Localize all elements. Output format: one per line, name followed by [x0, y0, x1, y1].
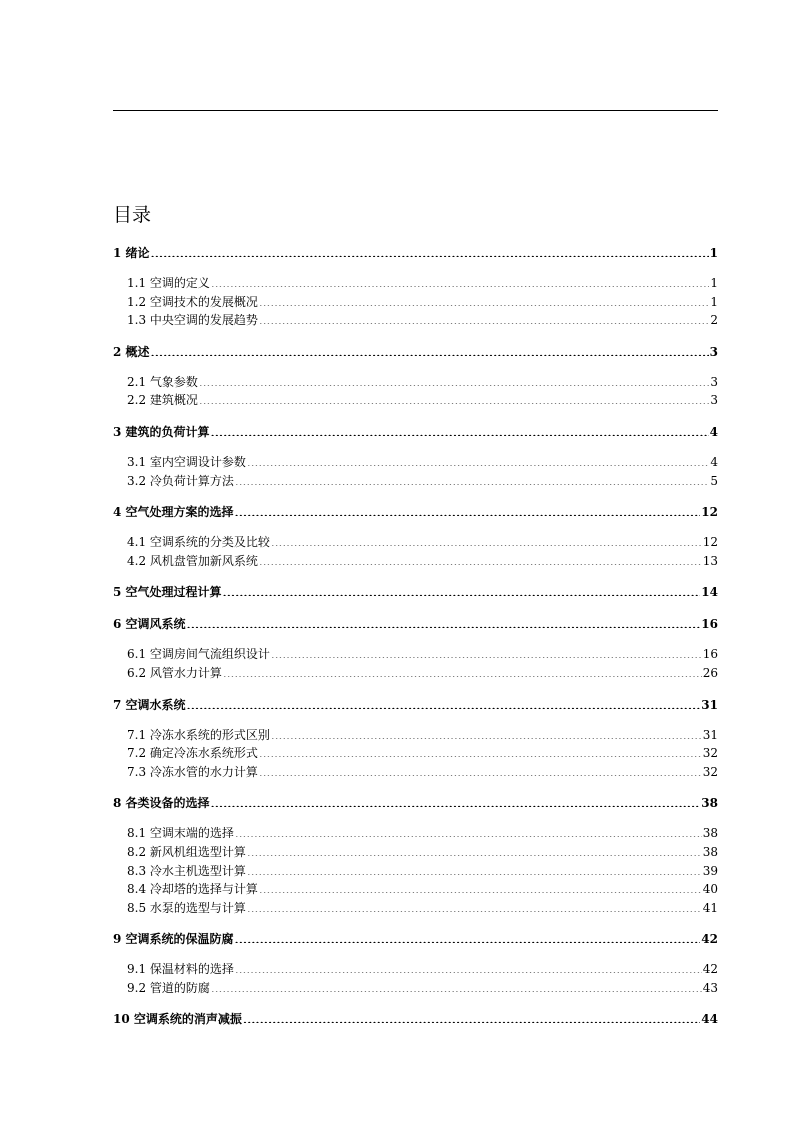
toc-section-entry[interactable]	[113, 979, 718, 998]
toc-dot-leader	[271, 727, 702, 739]
toc-dot-leader	[259, 294, 709, 306]
toc-page-number: 38	[702, 844, 718, 859]
toc-chapter-entry[interactable]	[113, 696, 718, 715]
toc-entry-label: 1 绪论	[113, 246, 150, 260]
toc-page-number: 31	[701, 697, 718, 712]
toc-entry-label: 2.1 气象参数	[127, 374, 198, 389]
toc-page-number: 12	[702, 535, 718, 550]
toc-chapter-entry[interactable]	[113, 244, 718, 263]
toc-dot-leader	[259, 764, 702, 776]
toc-entry-label: 3.2 冷负荷计算方法	[127, 473, 234, 488]
toc-page-number: 38	[702, 826, 718, 841]
toc-entry-label: 7.3 冷冻水管的水力计算	[127, 764, 258, 779]
toc-section-entry[interactable]	[113, 552, 718, 571]
toc-dot-leader	[187, 616, 701, 628]
toc-page-number: 31	[702, 727, 718, 742]
toc-page-number: 12	[701, 505, 718, 520]
toc-entry-label: 3 建筑的负荷计算	[113, 424, 210, 439]
toc-title: 目录	[113, 204, 152, 226]
toc-dot-leader	[223, 584, 701, 596]
toc-entry-label: 7.2 确定冷冻水系统形式	[127, 746, 258, 761]
toc-dot-leader	[187, 697, 701, 709]
toc-entry-label: 4 空气处理方案的选择	[113, 505, 234, 520]
toc-chapter-entry[interactable]	[113, 343, 718, 362]
toc-dot-leader	[235, 473, 709, 485]
toc-page-number: 4	[710, 454, 718, 469]
toc-section-entry[interactable]	[113, 880, 718, 899]
toc-dot-leader	[235, 961, 702, 973]
toc-page-number: 13	[702, 553, 718, 568]
toc-entry-label: 2.2 建筑概况	[127, 393, 198, 408]
toc-chapter-entry[interactable]	[113, 583, 718, 602]
toc-dot-leader	[199, 392, 709, 404]
toc-entry-label: 6.2 风管水力计算	[127, 665, 222, 680]
toc-dot-leader	[151, 344, 709, 356]
toc-section-entry[interactable]	[113, 899, 718, 918]
toc-page-number: 3	[710, 374, 718, 389]
toc-section-entry[interactable]	[113, 645, 718, 664]
table-of-contents	[113, 244, 718, 1040]
toc-page-number: 44	[701, 1012, 718, 1027]
toc-section-entry[interactable]	[113, 391, 718, 410]
toc-page-number: 42	[702, 962, 718, 977]
toc-page-number: 43	[702, 980, 718, 995]
toc-page-number: 39	[702, 863, 718, 878]
toc-section-entry[interactable]	[113, 664, 718, 683]
toc-page-number: 3	[709, 344, 718, 359]
toc-entry-label: 8.5 水泵的选型与计算	[127, 900, 246, 915]
toc-section-entry[interactable]	[113, 843, 718, 862]
toc-page-number: 16	[702, 647, 718, 662]
toc-entry-label: 7.1 冷冻水系统的形式区别	[127, 727, 270, 742]
toc-page-number: 26	[702, 665, 718, 680]
toc-section-entry[interactable]	[113, 373, 718, 392]
toc-dot-leader	[211, 980, 702, 992]
toc-page-number: 4	[709, 424, 718, 439]
toc-dot-leader	[211, 795, 701, 807]
toc-dot-leader	[247, 844, 702, 856]
toc-section-entry[interactable]	[113, 726, 718, 745]
toc-section-entry[interactable]	[113, 453, 718, 472]
toc-page-number: 1	[709, 246, 718, 260]
toc-page-number: 42	[701, 932, 718, 947]
toc-section-entry[interactable]	[113, 533, 718, 552]
toc-entry-label: 6 空调风系统	[113, 617, 186, 632]
toc-chapter-entry[interactable]	[113, 615, 718, 634]
toc-page-number: 14	[701, 585, 718, 600]
toc-entry-label: 1.1 空调的定义	[127, 276, 210, 290]
toc-chapter-entry[interactable]	[113, 930, 718, 949]
toc-entry-label: 7 空调水系统	[113, 697, 186, 712]
toc-dot-leader	[247, 863, 702, 875]
toc-dot-leader	[235, 931, 701, 943]
toc-section-entry[interactable]	[113, 824, 718, 843]
header-rule	[113, 110, 718, 111]
toc-dot-leader	[151, 245, 709, 257]
toc-chapter-entry[interactable]	[113, 423, 718, 442]
toc-entry-label: 8 各类设备的选择	[113, 796, 210, 811]
toc-page-number: 32	[702, 746, 718, 761]
toc-dot-leader	[259, 745, 702, 757]
toc-page-number: 3	[710, 393, 718, 408]
toc-dot-leader	[271, 646, 702, 658]
toc-entry-label: 3.1 室内空调设计参数	[127, 454, 246, 469]
toc-page-number: 40	[702, 882, 718, 897]
toc-page-number: 2	[710, 313, 718, 328]
toc-entry-label: 9.1 保温材料的选择	[127, 962, 234, 977]
toc-chapter-entry[interactable]	[113, 1010, 718, 1029]
toc-entry-label: 6.1 空调房间气流组织设计	[127, 647, 270, 662]
toc-entry-label: 8.2 新风机组选型计算	[127, 844, 246, 859]
toc-entry-label: 1.3 中央空调的发展趋势	[127, 313, 258, 328]
toc-entry-label: 9.2 管道的防腐	[127, 980, 210, 995]
toc-dot-leader	[199, 374, 709, 386]
toc-page-number: 38	[701, 796, 718, 811]
toc-dot-leader	[243, 1011, 700, 1023]
toc-page-number: 41	[702, 900, 718, 915]
toc-section-entry[interactable]	[113, 744, 718, 763]
toc-dot-leader	[247, 454, 709, 466]
toc-entry-label: 10 空调系统的消声减振	[113, 1012, 242, 1027]
toc-section-entry[interactable]	[113, 293, 718, 312]
toc-page-number: 1	[710, 276, 718, 290]
toc-chapter-entry[interactable]	[113, 794, 718, 813]
toc-page-number: 1	[710, 294, 718, 309]
toc-dot-leader	[235, 504, 701, 516]
toc-dot-leader	[211, 424, 709, 436]
toc-entry-label: 4.2 风机盘管加新风系统	[127, 553, 258, 568]
toc-dot-leader	[259, 553, 702, 565]
toc-entry-label: 2 概述	[113, 344, 150, 359]
toc-dot-leader	[235, 825, 702, 837]
toc-entry-label: 9 空调系统的保温防腐	[113, 932, 234, 947]
toc-section-entry[interactable]	[113, 311, 718, 330]
toc-entry-label: 8.1 空调末端的选择	[127, 826, 234, 841]
toc-entry-label: 4.1 空调系统的分类及比较	[127, 535, 270, 550]
toc-entry-label: 8.3 冷水主机选型计算	[127, 863, 246, 878]
toc-dot-leader	[211, 275, 709, 287]
toc-entry-label: 8.4 冷却塔的选择与计算	[127, 882, 258, 897]
toc-section-entry[interactable]	[113, 862, 718, 881]
toc-section-entry[interactable]	[113, 763, 718, 782]
toc-section-entry[interactable]	[113, 960, 718, 979]
toc-dot-leader	[259, 312, 709, 324]
toc-dot-leader	[247, 900, 702, 912]
toc-dot-leader	[223, 665, 702, 677]
toc-section-entry[interactable]	[113, 274, 718, 293]
toc-page-number: 5	[710, 473, 718, 488]
toc-page-number: 32	[702, 764, 718, 779]
toc-entry-label: 5 空气处理过程计算	[113, 585, 222, 600]
toc-section-entry[interactable]	[113, 472, 718, 491]
toc-entry-label: 1.2 空调技术的发展概况	[127, 294, 258, 309]
toc-dot-leader	[271, 534, 702, 546]
toc-page-number: 16	[701, 617, 718, 632]
toc-chapter-entry[interactable]	[113, 503, 718, 522]
toc-dot-leader	[259, 881, 702, 893]
